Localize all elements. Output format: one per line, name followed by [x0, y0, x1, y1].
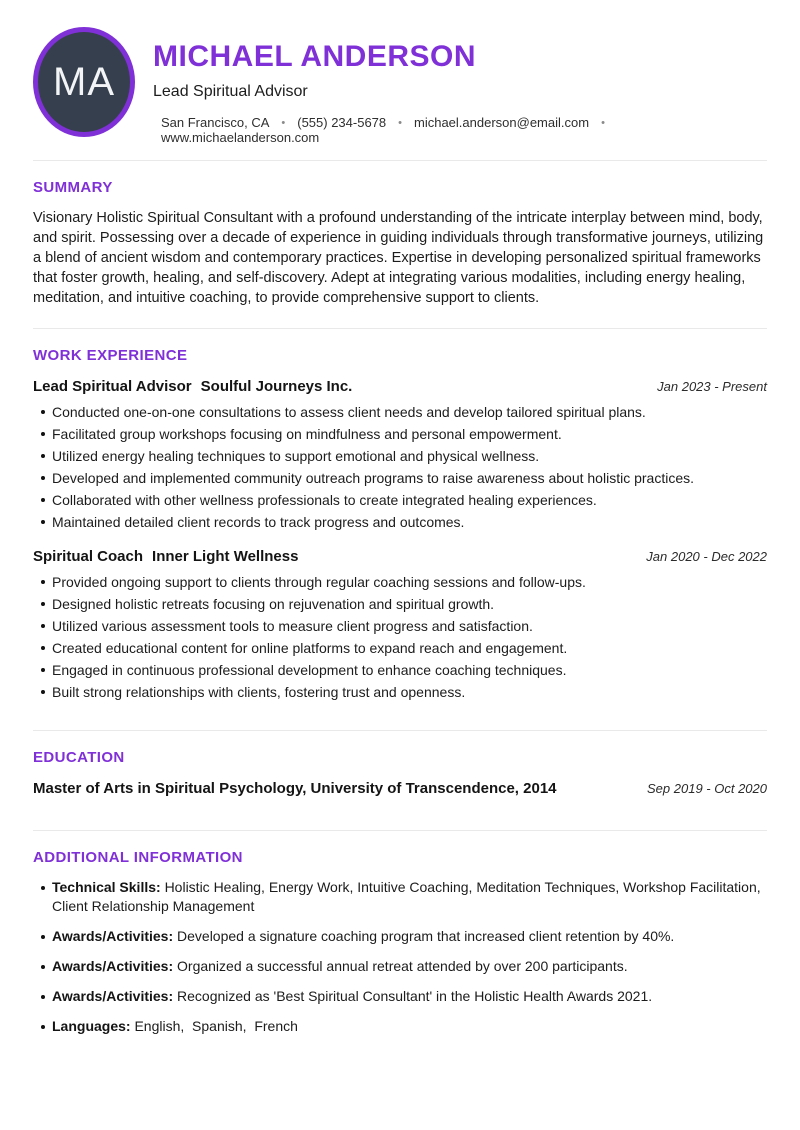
job-bullet-list — [33, 402, 767, 532]
contact-separator-dot: • — [398, 116, 402, 129]
section-additional-information — [33, 830, 767, 1067]
job-title-row — [33, 378, 352, 395]
contact-phone: (555) 234-5678 — [297, 115, 387, 130]
avatar — [33, 27, 135, 137]
resume-header — [33, 0, 767, 161]
education-entry — [33, 780, 767, 797]
contact-email: michael.anderson@email.com — [414, 115, 590, 130]
info-item-awards — [33, 987, 767, 1006]
summary-text: Visionary Holistic Spiritual Consultant with a profound understanding of the intricate interplay between mind, body, and spirit. Possessing over a decade of experience in guiding individuals through transformative journeys, utilizing a blend of ancient wisdom and contemporary practices. Expertise in developing personalized spiritual frameworks that foster growth, healing, and self-discovery. Adept at integrating various modalities, including energy healing, meditation, and intuitive coaching, to provide comprehensive support to clients. — [33, 210, 764, 306]
bullet-item: Provided ongoing support to clients through regular coaching sessions and follow-ups. — [33, 572, 767, 592]
header-text — [153, 27, 767, 145]
bullet-item: Designed holistic retreats focusing on rejuvenation and spiritual growth. — [33, 594, 767, 614]
info-item-technical-skills — [33, 878, 767, 916]
education-heading: EDUCATION — [33, 749, 125, 766]
job-title: Lead Spiritual Advisor — [33, 378, 192, 395]
section-summary — [33, 161, 767, 328]
avatar-initials: MA — [53, 59, 115, 104]
info-item-label: Technical Skills: — [52, 879, 161, 895]
info-item-text: Holistic Healing, Energy Work, Intuitive Coaching, Meditation Techniques, Workshop Facilitation, Client Relationship Management — [52, 879, 765, 914]
section-education — [33, 730, 767, 830]
person-name: MICHAEL ANDERSON — [153, 40, 477, 73]
job-header — [33, 548, 767, 565]
additional-info-list — [33, 878, 767, 1036]
job-dates: Jan 2020 - Dec 2022 — [646, 549, 767, 564]
info-item-label: Awards/Activities: — [52, 988, 174, 1004]
bullet-item: Utilized various assessment tools to measure client progress and satisfaction. — [33, 616, 767, 636]
contact-separator-dot: • — [281, 116, 286, 129]
info-item-label: Awards/Activities: — [52, 958, 174, 974]
info-item-awards — [33, 927, 767, 946]
section-work-experience — [33, 328, 767, 730]
contact-website: www.michaelanderson.com — [161, 130, 320, 145]
info-item-text: Recognized as 'Best Spiritual Consultant' in the Holistic Health Awards 2021. — [177, 988, 653, 1004]
bullet-item: Created educational content for online platforms to expand reach and engagement. — [33, 638, 767, 658]
info-item-label: Awards/Activities: — [52, 928, 174, 944]
bullet-item: Maintained detailed client records to track progress and outcomes. — [33, 512, 767, 532]
info-item-label: Languages: — [52, 1018, 131, 1034]
info-item-text: Developed a signature coaching program that increased client retention by 40%. — [177, 928, 675, 944]
contact-row — [153, 115, 767, 145]
bullet-item: Conducted one-on-one consultations to assess client needs and develop tailored spiritual plans. — [33, 402, 767, 422]
job-title-row — [33, 548, 298, 565]
contact-location: San Francisco, CA — [161, 115, 270, 130]
contact-separator-dot: • — [601, 116, 605, 129]
work-experience-heading: WORK EXPERIENCE — [33, 347, 188, 364]
bullet-item: Utilized energy healing techniques to support emotional and physical wellness. — [33, 446, 767, 466]
education-degree: Master of Arts in Spiritual Psychology, University of Transcendence, 2014 — [33, 780, 557, 797]
summary-heading: SUMMARY — [33, 179, 113, 196]
job-company: Inner Light Wellness — [152, 548, 299, 565]
job-bullet-list — [33, 572, 767, 702]
person-job-title: Lead Spiritual Advisor — [153, 83, 308, 100]
job-header — [33, 378, 767, 395]
job-title: Spiritual Coach — [33, 548, 144, 565]
info-item-languages — [33, 1017, 767, 1036]
bullet-item: Engaged in continuous professional development to enhance coaching techniques. — [33, 660, 767, 680]
info-item-text: English, Spanish, French — [134, 1018, 298, 1034]
info-item-text: Organized a successful annual retreat attended by over 200 participants. — [177, 958, 628, 974]
job-company: Soulful Journeys Inc. — [200, 378, 353, 395]
bullet-item: Facilitated group workshops focusing on mindfulness and personal empowerment. — [33, 424, 767, 444]
bullet-item: Developed and implemented community outreach programs to raise awareness about holistic practices. — [33, 468, 767, 488]
additional-information-heading: ADDITIONAL INFORMATION — [33, 849, 243, 866]
bullet-item: Collaborated with other wellness professionals to create integrated healing experiences. — [33, 490, 767, 510]
job-entry — [33, 548, 767, 702]
job-dates: Jan 2023 - Present — [657, 379, 767, 394]
bullet-item: Built strong relationships with clients, fostering trust and openness. — [33, 682, 767, 702]
info-item-awards — [33, 957, 767, 976]
education-dates: Sep 2019 - Oct 2020 — [647, 781, 767, 796]
job-entry — [33, 378, 767, 532]
